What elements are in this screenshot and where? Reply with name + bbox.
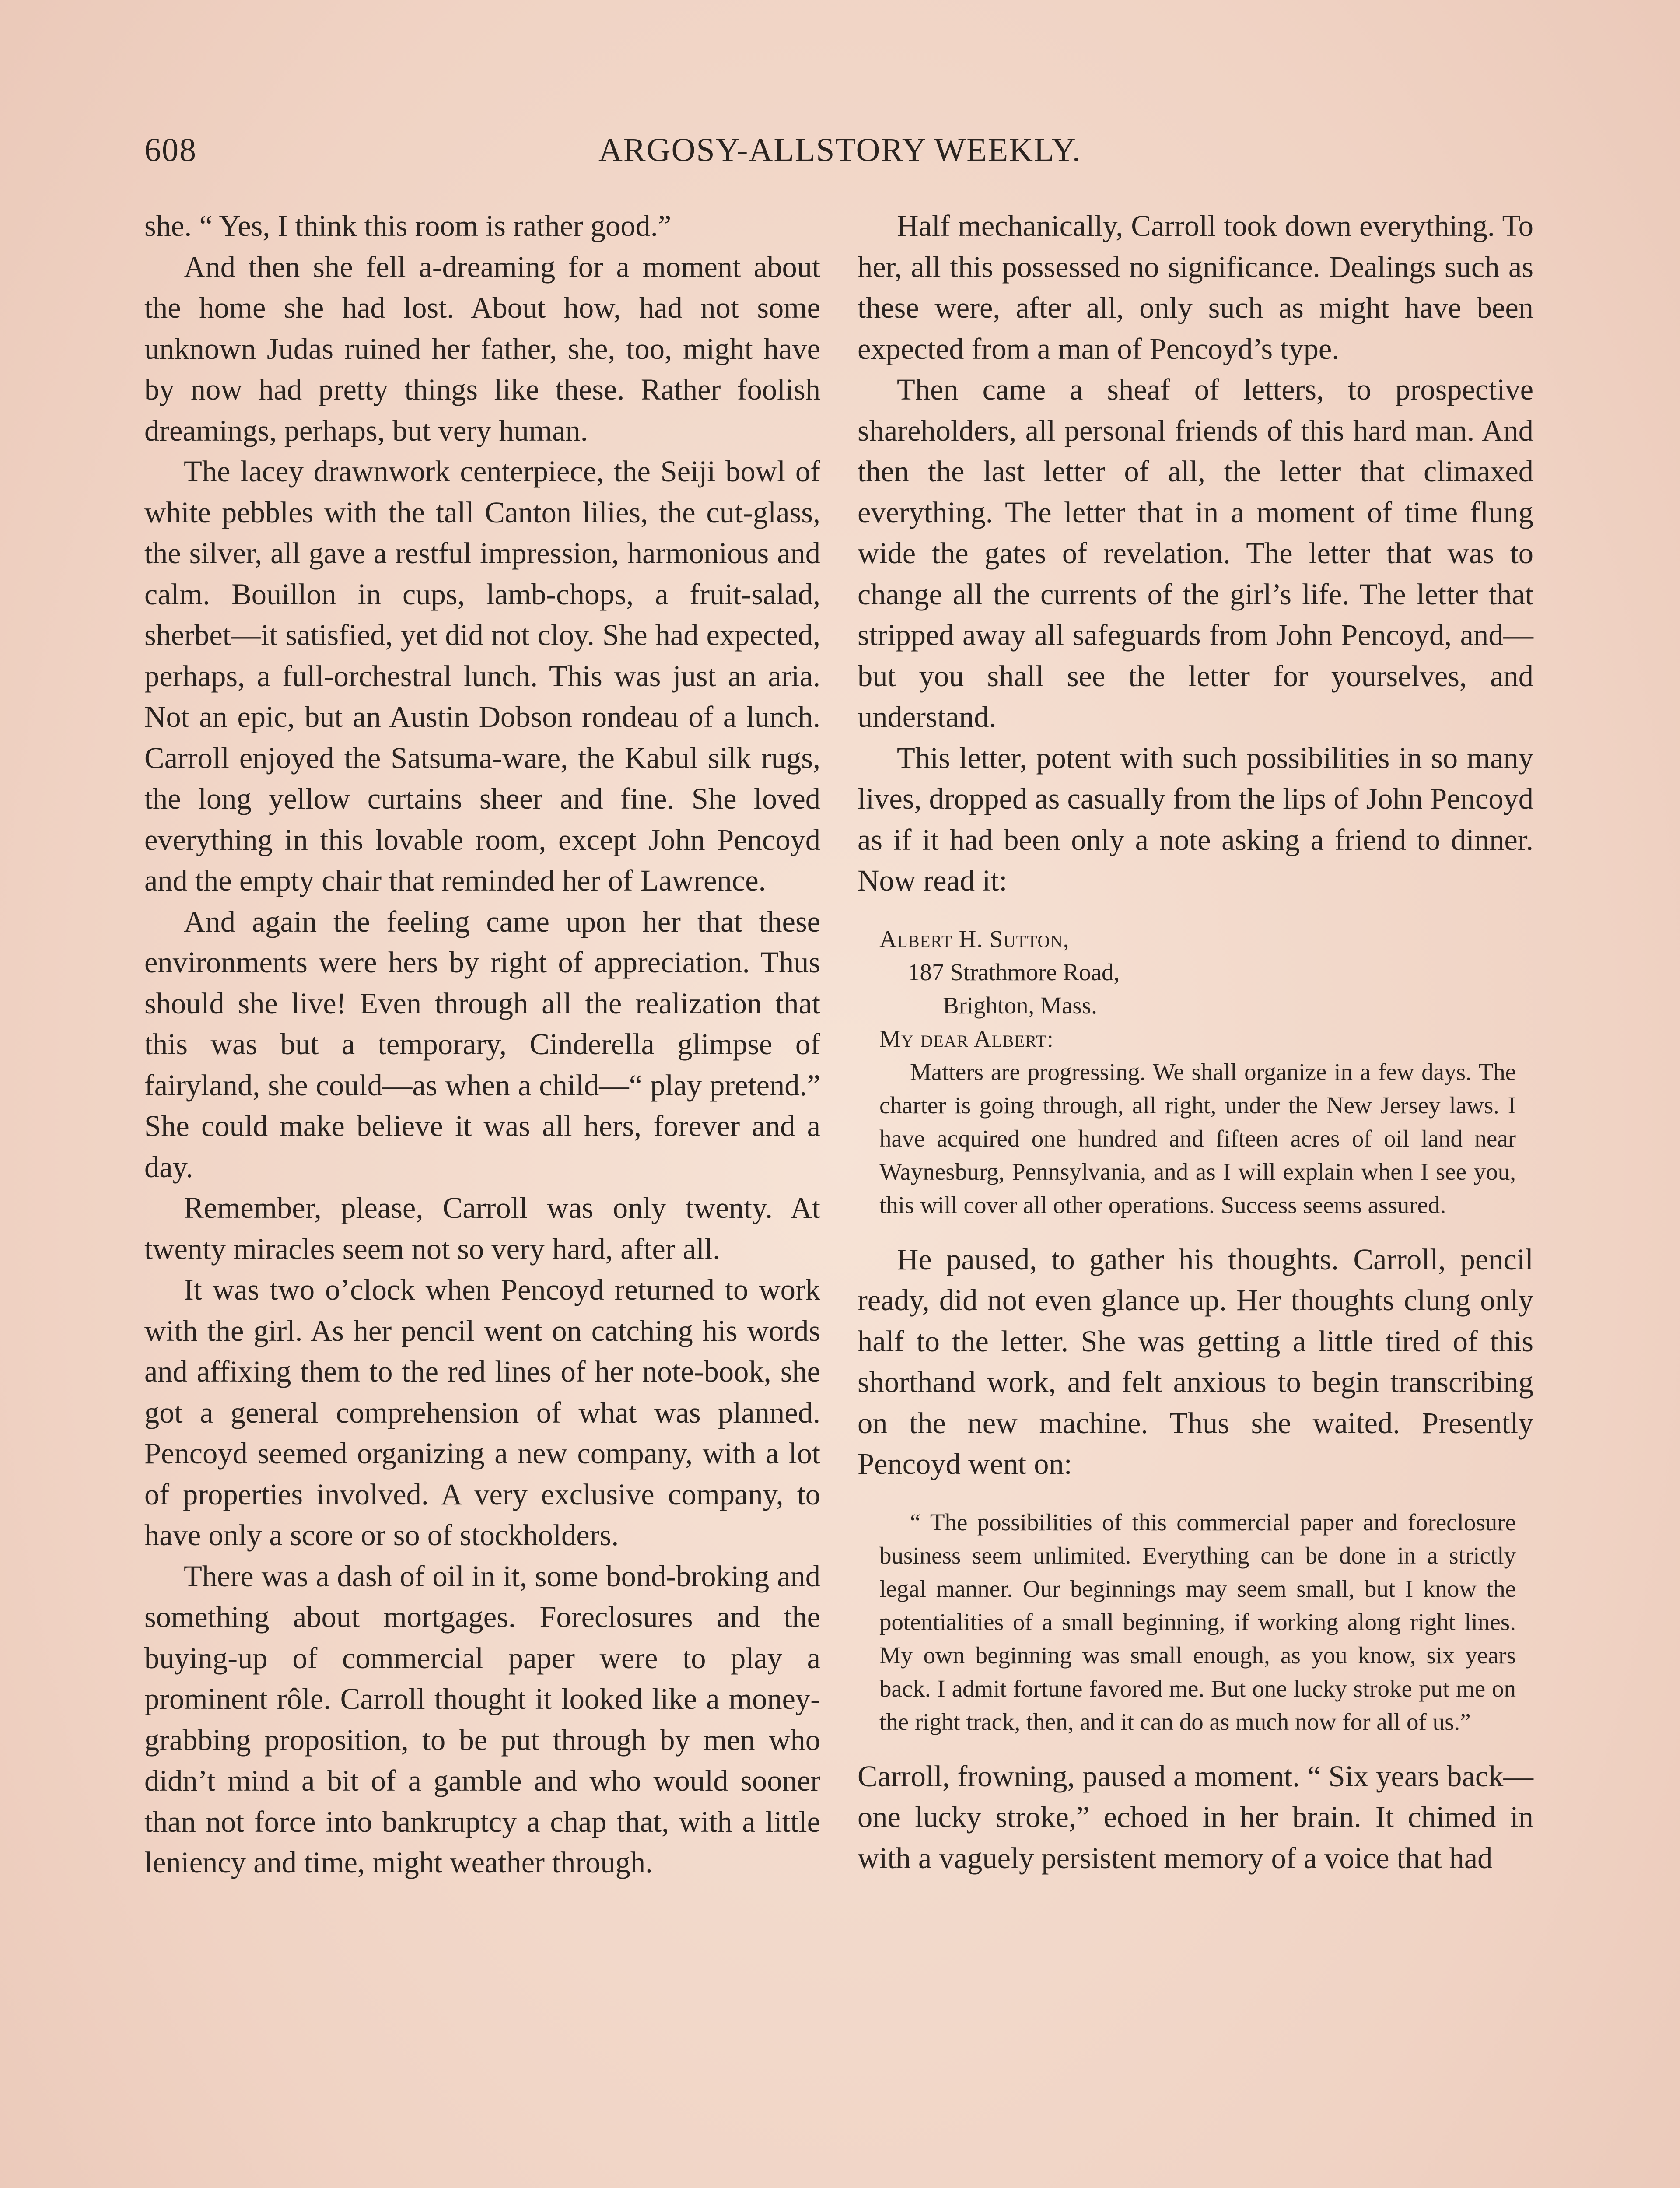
paragraph: And again the feeling came upon her that these environments were hers by right of appreciation. Thus should she live! Even through all the realization that this was but a temporary, Cinderella glimpse of fairyland, she could—as when a child—“ play pretend.” She could make believe it was all hers, forever and a day. [144,905,820,1184]
letter-street: 187 Strathmore Road, [908,958,1120,985]
letter-addressee: Albert H. Sutton, [879,925,1070,952]
letter-block [858,922,1533,1222]
paragraph: There was a dash of oil in it, some bond-broking and something about mortgages. Foreclosures and the buying-up of commercial paper were to play a prominent rôle. Carroll thought it looked like a money-grabbing proposition, to be put through by men who didn’t mind a bit of a gamble and who would sooner than not force into bankruptcy a chap that, with a little leniency and time, might weather through. [144,1559,820,1879]
letter-quote-block [858,1506,1533,1739]
paragraph: He paused, to gather his thoughts. Carroll, pencil ready, did not even glance up. Her thoughts clung only half to the letter. She was getting a little tired of this shorthand work, and felt anxious to begin transcribing on the new machine. Thus she waited. Presently Pencoyd went on: [858,1242,1533,1480]
letter-body: Matters are progressing. We shall organize in a few days. The charter is going through, all right, under the New Jersey laws. I have acquired one hundred and fifteen acres of oil land near Waynesburg, Pennsylvania, and as I will explain when I see you, this will cover all other operations. Success seems assured. [879,1058,1516,1218]
paragraph: Remember, please, Carroll was only twenty. At twenty miracles seem not so very hard, after all. [144,1191,820,1266]
paragraph: she. “ Yes, I think this room is rather good.” [144,209,672,242]
paragraph: It was two o’clock when Pencoyd returned to work with the girl. As her pencil went on catching his words and affixing them to the red lines of her note-book, she got a general comprehension of what was planned. Pencoyd seemed organizing a new company, with a lot of properties involved. A very exclusive company, to have only a score or so of stockholders. [144,1273,820,1552]
right-column [858,206,1533,1879]
page-number: 608 [144,132,197,168]
magazine-title: ARGOSY-ALLSTORY WEEKLY. [598,132,1082,168]
paragraph: This letter, potent with such possibilities in so many lives, dropped as casually from the lips of John Pencoyd as if it had been only a note asking a friend to dinner. Now read it: [858,741,1533,897]
paragraph: Carroll, frowning, paused a moment. “ Six years back—one lucky stroke,” echoed in her brain. It chimed in with a vaguely persistent memory of a voice that had [858,1759,1533,1875]
letter-salutation: My dear Albert: [879,1025,1054,1052]
paragraph: Then came a sheaf of letters, to prospective shareholders, all personal friends of this hard man. And then the last letter of all, the letter that climaxed everything. The letter that in a moment of time flung wide the gates of revelation. The letter that was to change all the currents of the girl’s life. The letter that stripped away all safeguards from John Pencoyd, and—but you shall see the letter for yourselves, and understand. [858,373,1533,733]
paragraph: The lacey drawnwork centerpiece, the Seiji bowl of white pebbles with the tall Canton lilies, the cut-glass, the silver, all gave a restful impression, harmonious and calm. Bouillon in cups, lamb-chops, a fruit-salad, sherbet—it satisfied, yet did not cloy. She had expected, perhaps, a full-orchestral lunch. This was just an aria. Not an epic, but an Austin Dobson rondeau of a lunch. Carroll enjoyed the Satsuma-ware, the Kabul silk rugs, the long yellow curtains sheer and fine. She loved everything in this lovable room, except John Pencoyd and the empty chair that reminded her of Lawrence. [144,455,820,897]
paragraph: And then she fell a-dreaming for a moment about the home she had lost. About how, had not some unknown Judas ruined her father, she, too, might have by now had pretty things like these. Rather foolish dreamings, perhaps, but very human. [144,250,820,447]
letter-quote: “ The possibilities of this commercial paper and foreclosure business seem unlimited. Everything can be done in a strictly legal manner. Our beginnings may seem small, but I know the potentialities of a small beginning, if working along right lines. My own beginning was small enough, as you know, six years back. I admit fortune favored me. But one lucky stroke put me on the right track, then, and it can do as much now for all of us.” [879,1508,1516,1735]
left-column [144,206,820,1883]
running-header [144,131,1536,179]
paragraph: Half mechanically, Carroll took down everything. To her, all this possessed no significance. Dealings such as these were, after all, only such as might have been expected from a man of Pencoyd’s type. [858,209,1533,365]
letter-city: Brighton, Mass. [943,992,1097,1019]
